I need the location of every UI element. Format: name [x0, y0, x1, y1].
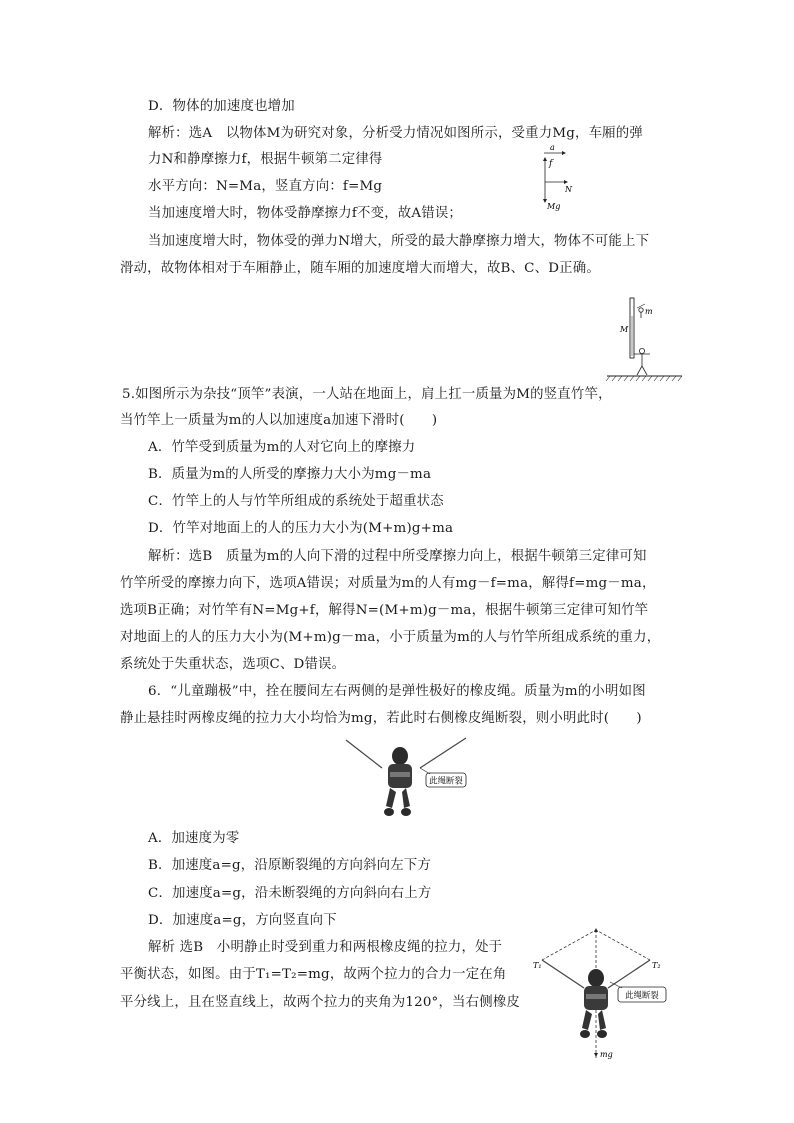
q5-option-a: A．竹竿受到质量为m的人对它向上的摩擦力: [148, 440, 416, 455]
weight-label: Mg: [547, 202, 561, 211]
q4-solution-line-1: 解析：选A 以物体M为研究对象，分析受力情况如图所示，受重力Mg，车厢的弹: [148, 126, 643, 141]
q6-option-d: D．加速度a=g，方向竖直向下: [148, 913, 337, 928]
q6-solution-line-1: 解析 选B 小明静止时受到重力和两根橡皮绳的拉力，处于: [148, 940, 503, 955]
q4-solution-line-6: 滑动，故物体相对于车厢静止，随车厢的加速度增大而增大，故B、C、D正确。: [120, 261, 600, 276]
friction-label: f: [549, 159, 553, 169]
t1-label: T₁: [533, 961, 542, 970]
normal-force-label: N: [565, 185, 572, 194]
q5-option-c: C．竹竿上的人与竹竿所组成的系统处于超重状态: [148, 494, 444, 509]
q5-solution-line-1: 解析：选B 质量为m的人向下滑的过程中所受摩擦力向上，根据牛顿第三定律可知: [148, 549, 647, 564]
q6-option-b: B．加速度a=g，沿原断裂绳的方向斜向左下方: [148, 858, 432, 873]
q4-solution-line-2: 力N和静摩擦力f，根据牛顿第二定律得: [148, 152, 383, 167]
mg-label: mg: [600, 1050, 613, 1059]
climber-mass-label: m: [645, 307, 653, 316]
q6-stem-line-1: 6．“儿童蹦极”中，拴在腰间左右两侧的是弹性极好的橡皮绳。质量为m的小明如图: [148, 684, 646, 699]
q5-option-d: D．竹竿对地面上的人的压力大小为(M+m)g+ma: [148, 521, 454, 536]
q5-solution-line-3: 选项B正确；对竹竿有N=Mg+f，解得N=(M+m)g－ma，根据牛顿第三定律可知竹竿: [120, 603, 649, 618]
q5-stem-line-2: 当竹竿上一质量为m的人以加速度a加速下滑时( ): [120, 413, 438, 428]
q4-solution-line-3: 水平方向：N=Ma，竖直方向：f=Mg: [148, 179, 383, 194]
q5-solution-line-5: 系统处于失重状态，选项C、D错误。: [120, 657, 346, 672]
q5-solution-line-2: 竹竿所受的摩擦力向下，选项A错误；对质量为m的人有mg－f=ma，解得f=mg－ma，: [120, 576, 656, 591]
q4-solution-line-4: 当加速度增大时，物体受静摩擦力f不变，故A错误；: [148, 206, 463, 221]
q6-stem-line-2: 静止悬挂时两橡皮绳的拉力大小均恰为mg，若此时右侧橡皮绳断裂，则小明此时( ): [120, 711, 642, 726]
force-diagram: [536, 142, 580, 214]
pole-balancing-diagram: [602, 296, 686, 382]
q5-solution-line-4: 对地面上的人的压力大小为(M+m)g－ma，小于质量为m的人与竹竿所组成系统的重力，: [120, 630, 661, 645]
t2-label: T₂: [652, 961, 661, 970]
q5-stem-line-1: 5.如图所示为杂技“顶竿”表演，一人站在地面上，肩上扛一质量为M的竖直竹竿，: [122, 387, 612, 402]
bungee-child-figure: [344, 734, 470, 820]
q6-option-a: A．加速度为零: [148, 831, 240, 846]
bungee-force-diagram: [530, 926, 678, 1062]
q6-option-c: C．加速度a=g，沿未断裂绳的方向斜向右上方: [148, 886, 432, 901]
q6-solution-line-3: 平分线上，且在竖直线上，故两个拉力的夹角为120°，当右侧橡皮: [120, 995, 520, 1010]
accel-label: a: [550, 143, 555, 152]
pole-mass-label: M: [620, 325, 629, 334]
q4-option-d: D．物体的加速度也增加: [148, 99, 295, 114]
break-label: 此绳断裂: [429, 775, 463, 786]
break-label-2: 此绳断裂: [625, 990, 659, 1000]
q5-option-b: B．质量为m的人所受的摩擦力大小为mg－ma: [148, 467, 432, 482]
q6-solution-line-2: 平衡状态，如图。由于T₁=T₂=mg，故两个拉力的合力一定在角: [120, 967, 507, 982]
q4-solution-line-5: 当加速度增大时，物体受的弹力N增大，所受的最大静摩擦力增大，物体不可能上下: [148, 234, 650, 249]
